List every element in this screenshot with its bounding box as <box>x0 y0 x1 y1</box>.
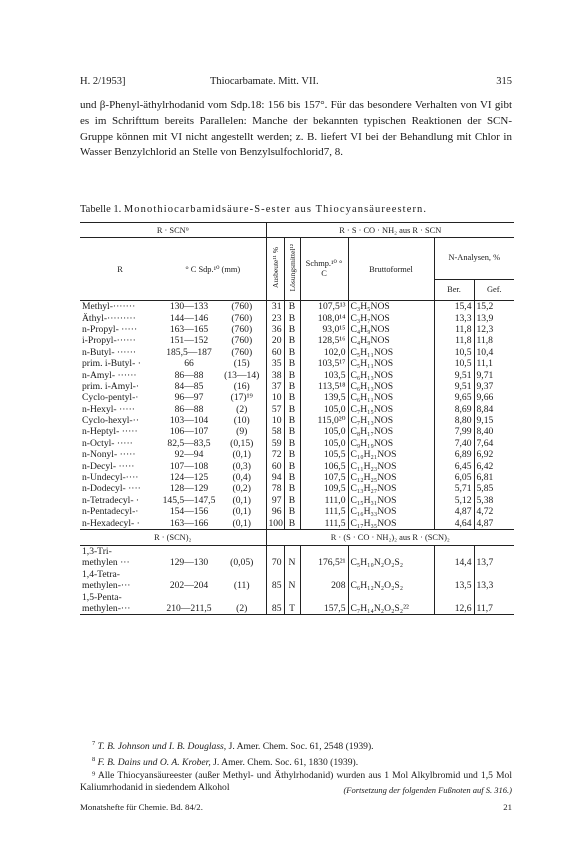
cell-mm: (0,1) <box>232 449 251 461</box>
cell-r: n-Tetradecyl- · <box>82 494 140 506</box>
footnote-8-ref: J. Amer. Chem. Soc. 61, 1830 (1939). <box>213 756 359 768</box>
col-loesungsmittel-cell <box>284 238 300 301</box>
footnote-7-ref: J. Amer. Chem. Soc. 61, 2548 (1939). <box>228 741 374 753</box>
cell-formel: C₅H₁₁NOS <box>348 347 434 358</box>
cell-formel: C₇H₁₄N₂O₂S₂²² <box>348 603 434 615</box>
cell-loesungsmittel: N <box>284 557 300 568</box>
cell-ausbeute: 70 <box>266 557 284 568</box>
cell-schmp: 102,0 <box>300 347 348 358</box>
monoester-rows <box>80 301 514 530</box>
cell-gef: 12,3 <box>474 324 514 335</box>
cell-ausbeute: 31 <box>266 301 284 313</box>
cell-r: n-Heptyl- ····· <box>82 426 138 438</box>
cell-ber: 15,4 <box>434 301 474 313</box>
cell-formel: C₁₂H₂₅NOS <box>348 472 434 483</box>
cell-ber: 13,5 <box>434 580 474 591</box>
col-ber: Ber. <box>434 279 474 300</box>
cell-ausbeute: 78 <box>266 483 284 494</box>
cell-formel: C₇H₁₅NOS <box>348 404 434 415</box>
footnote-8-number: 8 <box>92 755 96 763</box>
cell-loesungsmittel: B <box>284 483 300 494</box>
cell-mm: (0,3) <box>232 460 251 472</box>
cell-gef: 5,38 <box>474 495 514 506</box>
cell-ber: 12,6 <box>434 603 474 615</box>
cell-formel: C₃H₇NOS <box>348 312 434 323</box>
cell-formel: C₁₆H₃₃NOS <box>348 506 434 517</box>
cell-ber: 8,80 <box>434 415 474 426</box>
cell-schmp: 103,5¹⁷ <box>300 358 348 369</box>
header-title: Thiocarbamate. Mitt. VII. <box>210 76 319 87</box>
cell-gef: 5,85 <box>474 483 514 494</box>
cell-mm: (760) <box>231 312 253 324</box>
intro-paragraph <box>80 98 512 161</box>
col-sdp: ° C Sdp.¹⁰ (mm) <box>185 264 241 274</box>
col-schmp: Schmp.¹⁰ ° C <box>300 238 348 301</box>
footnote-8-authors: F. B. Dains und O. A. Krober, <box>97 756 211 768</box>
cell-formel: C₆H₁₃NOS <box>348 381 434 392</box>
group2-header-product: R · (S · CO · NH₂)₂ aus R · (SCN)₂ <box>266 529 514 545</box>
cell-loesungsmittel: B <box>284 449 300 460</box>
cell-sdp: 129—130 <box>169 557 209 569</box>
cell-formel: C₃H₅NOS <box>348 301 434 313</box>
cell-sdp: 154—156 <box>169 506 209 518</box>
cell-formel: C₆H₁₂N₂O₂S₂ <box>348 580 434 591</box>
group2-header-rscn: R · (SCN)₂ <box>154 532 192 542</box>
cell-gef: 11,1 <box>474 358 514 369</box>
cell-schmp: 111,5 <box>300 506 348 517</box>
table-row <box>80 312 514 323</box>
cell-loesungsmittel: B <box>284 472 300 483</box>
cell-loesungsmittel: B <box>284 517 300 529</box>
cell-sdp: 103—104 <box>169 415 209 427</box>
cell-loesungsmittel: B <box>284 324 300 335</box>
table-row <box>80 545 514 557</box>
cell-loesungsmittel: B <box>284 369 300 380</box>
cell-loesungsmittel: B <box>284 392 300 403</box>
cell-sdp: 210—211,5 <box>166 602 212 614</box>
cell-mm: (0,1) <box>232 517 251 529</box>
cell-gef: 6,81 <box>474 472 514 483</box>
footer-signature: 21 <box>503 802 512 812</box>
table-row <box>80 335 514 346</box>
cell-loesungsmittel: B <box>284 404 300 415</box>
cell-sdp: 92—94 <box>174 449 204 461</box>
cell-loesungsmittel: B <box>284 335 300 346</box>
cell-sdp: 202—204 <box>169 580 209 592</box>
cell-mm: (0,1) <box>232 494 251 506</box>
cell-schmp: 106,5 <box>300 460 348 471</box>
cell-schmp: 93,0¹⁵ <box>300 324 348 335</box>
group-header-row <box>80 223 514 238</box>
cell-ausbeute: 94 <box>266 472 284 483</box>
cell-schmp: 128,5¹⁶ <box>300 335 348 346</box>
cell-formel: C₈H₁₇NOS <box>348 426 434 437</box>
cell-r-line2: methylen-··· <box>82 580 131 592</box>
cell-gef: 4,87 <box>474 517 514 529</box>
cell-formel: C₆H₁₁NOS <box>348 392 434 403</box>
cell-ausbeute: 60 <box>266 460 284 471</box>
cell-r-line1: 1,4-Tetra- <box>82 568 120 580</box>
cell-gef: 9,37 <box>474 381 514 392</box>
table-row <box>80 495 514 506</box>
cell-ber: 9,51 <box>434 369 474 380</box>
footnote-7 <box>80 738 512 754</box>
cell-schmp: 176,5²¹ <box>300 557 348 568</box>
cell-ausbeute: 97 <box>266 495 284 506</box>
cell-schmp: 111,5 <box>300 517 348 529</box>
cell-schmp: 108,0¹⁴ <box>300 312 348 323</box>
cell-ausbeute: 35 <box>266 358 284 369</box>
footnote-9: ⁹ Alle Thiocyansäureester (außer Methyl- und Äthylrhodanid) wurden aus 1 Mol Alkylbromid und 1,5 Mol Kaliumrhodanid in siedendem Alkohol <box>80 769 512 794</box>
cell-formel: C₇H₁₃NOS <box>348 415 434 426</box>
col-ausbeute: Ausbeute¹¹ % <box>270 247 280 288</box>
cell-sdp: 163—165 <box>169 323 209 335</box>
table-row <box>80 404 514 415</box>
table-row <box>80 557 514 568</box>
cell-formel: C₅H₁₀N₂O₂S₂ <box>348 557 434 568</box>
table-row <box>80 301 514 313</box>
cell-r: Methyl-······· <box>82 301 136 313</box>
cell-gef: 7,64 <box>474 438 514 449</box>
cell-mm: (16) <box>233 380 250 392</box>
cell-mm: (10) <box>233 415 250 427</box>
cell-ausbeute: 10 <box>266 415 284 426</box>
table-row <box>80 506 514 517</box>
cell-gef: 9,66 <box>474 392 514 403</box>
table-row <box>80 369 514 380</box>
footnote-8 <box>80 754 512 770</box>
cell-ber: 9,65 <box>434 392 474 403</box>
cell-r-line2: methylen-··· <box>82 602 131 614</box>
cell-gef: 10,4 <box>474 347 514 358</box>
cell-formel: C₁₀H₂₁NOS <box>348 449 434 460</box>
intro-text: und β-Phenyl-äthylrhodanid vom Sdp.18: 156 bis 157°. Für das besondere Verhalten von VI gibt es im Schrifttum bereits Parallelen: Manche der bekannten typischen Reaktionen der SCN-Gruppe können mit VI nicht angestellt werden; z. B. liefert VI bei der Behandlung mit Chlor in Wasser Benzylchlorid an Stelle von Benzylsulfochlorid7, 8. <box>80 99 512 159</box>
cell-formel: C₉H₁₉NOS <box>348 438 434 449</box>
cell-loesungsmittel: N <box>284 580 300 591</box>
table-row <box>80 426 514 437</box>
cell-ausbeute: 100 <box>266 517 284 529</box>
cell-ber: 7,99 <box>434 426 474 437</box>
cell-schmp: 105,5 <box>300 449 348 460</box>
cell-ausbeute: 37 <box>266 381 284 392</box>
table-row <box>80 483 514 494</box>
cell-r-line1: 1,3-Tri- <box>82 546 112 557</box>
cell-mm: (0,1) <box>232 506 251 518</box>
table-row <box>80 392 514 403</box>
cell-mm: (2) <box>236 403 248 415</box>
cell-loesungsmittel: B <box>284 426 300 437</box>
cell-ausbeute: 38 <box>266 369 284 380</box>
cell-r: Cyclo-pentyl-· <box>82 392 139 404</box>
cell-ausbeute: 59 <box>266 438 284 449</box>
cell-mm: (9) <box>236 426 248 438</box>
cell-ausbeute: 36 <box>266 324 284 335</box>
cell-sdp: 107—108 <box>169 460 209 472</box>
cell-ber: 5,12 <box>434 495 474 506</box>
cell-gef: 6,92 <box>474 449 514 460</box>
cell-sdp: 144—146 <box>169 312 209 324</box>
cell-r: n-Pentadecyl-· <box>82 506 139 518</box>
cell-ber: 4,64 <box>434 517 474 529</box>
cell-mm: (760) <box>231 335 253 347</box>
cell-mm: (2) <box>236 602 248 614</box>
cell-loesungsmittel: B <box>284 358 300 369</box>
cell-mm: (0,05) <box>230 557 254 569</box>
cell-ausbeute: 85 <box>266 603 284 615</box>
cell-r: n-Amyl- ······ <box>82 369 137 381</box>
cell-ber: 6,45 <box>434 460 474 471</box>
cell-ber: 11,8 <box>434 324 474 335</box>
cell-ausbeute: 23 <box>266 312 284 323</box>
table-row <box>80 381 514 392</box>
cell-ausbeute: 72 <box>266 449 284 460</box>
table-row <box>80 449 514 460</box>
cell-r: n-Hexyl- ····· <box>82 403 136 415</box>
cell-schmp: 208 <box>300 580 348 591</box>
cell-formel: C₁₅H₃₁NOS <box>348 495 434 506</box>
table-row <box>80 472 514 483</box>
cell-gef: 8,40 <box>474 426 514 437</box>
footer-journal: Monatshefte für Chemie. Bd. 84/2. <box>80 802 203 812</box>
cell-ber: 13,3 <box>434 312 474 323</box>
cell-schmp: 157,5 <box>300 603 348 615</box>
cell-r: n-Octyl- ····· <box>82 437 133 449</box>
cell-schmp: 107,5 <box>300 472 348 483</box>
cell-loesungsmittel: B <box>284 381 300 392</box>
cell-mm: (760) <box>231 301 253 313</box>
table-row <box>80 580 514 591</box>
cell-r-line1: 1,5-Penta- <box>82 591 122 603</box>
cell-mm: (11) <box>233 580 250 592</box>
column-header-row <box>80 238 514 280</box>
table-caption <box>80 204 520 215</box>
cell-ber: 5,71 <box>434 483 474 494</box>
col-loesungsmittel: Lösungsmittel¹² <box>287 243 297 292</box>
cell-ber: 10,5 <box>434 347 474 358</box>
table-label: Tabelle 1. <box>80 204 122 215</box>
cell-ber: 6,05 <box>434 472 474 483</box>
table-row <box>80 517 514 529</box>
cell-sdp: 66 <box>184 358 194 370</box>
cell-gef: 11,7 <box>474 603 514 615</box>
cell-ausbeute: 20 <box>266 335 284 346</box>
cell-r: i-Propyl-······ <box>82 335 136 347</box>
cell-sdp: 128—129 <box>169 483 209 495</box>
cell-loesungsmittel: T <box>284 603 300 615</box>
cell-schmp: 105,0 <box>300 438 348 449</box>
cell-gef: 9,15 <box>474 415 514 426</box>
cell-schmp: 109,5 <box>300 483 348 494</box>
cell-schmp: 115,0²⁰ <box>300 415 348 426</box>
cell-gef: 8,84 <box>474 404 514 415</box>
cell-loesungsmittel: B <box>284 312 300 323</box>
cell-gef: 4,72 <box>474 506 514 517</box>
cell-ber: 9,51 <box>434 381 474 392</box>
cell-r-line2: methylen ··· <box>82 557 130 569</box>
cell-r: n-Decyl- ····· <box>82 460 135 472</box>
cell-loesungsmittel: B <box>284 438 300 449</box>
cell-loesungsmittel: B <box>284 301 300 313</box>
cell-gef: 13,7 <box>474 557 514 568</box>
table-row <box>80 591 514 602</box>
cell-sdp: 106—107 <box>169 426 209 438</box>
cell-schmp: 113,5¹⁸ <box>300 381 348 392</box>
cell-mm: (13—14) <box>224 369 260 381</box>
col-r: R <box>117 264 123 274</box>
cell-mm: (17)¹⁹ <box>230 392 253 404</box>
table-title: Monothiocarbamidsäure-S-ester aus Thiocyansäureestern. <box>123 204 428 215</box>
cell-ausbeute: 60 <box>266 347 284 358</box>
cell-formel: C₁₇H₃₅NOS <box>348 517 434 529</box>
cell-gef: 13,9 <box>474 312 514 323</box>
cell-sdp: 185,5—187 <box>166 346 212 358</box>
cell-sdp: 130—133 <box>169 301 209 313</box>
cell-schmp: 105,0 <box>300 404 348 415</box>
cell-sdp: 96—97 <box>174 392 204 404</box>
table-row <box>80 569 514 580</box>
footnote-continued: (Fortsetzung der folgenden Fußnoten auf S. 316.) <box>343 785 512 795</box>
cell-ber: 6,89 <box>434 449 474 460</box>
cell-ber: 4,87 <box>434 506 474 517</box>
cell-r: n-Butyl- ······ <box>82 346 137 358</box>
cell-mm: (0,15) <box>230 437 254 449</box>
table-row <box>80 415 514 426</box>
cell-formel: C₄H₉NOS <box>348 335 434 346</box>
group-header-rscn: R · SCN⁹ <box>156 225 189 235</box>
cell-schmp: 107,5¹³ <box>300 301 348 313</box>
cell-mm: (760) <box>231 323 253 335</box>
cell-r: prim. i-Butyl- · <box>82 358 141 370</box>
cell-loesungsmittel: B <box>284 460 300 471</box>
cell-sdp: 145,5—147,5 <box>162 494 216 506</box>
cell-ausbeute: 57 <box>266 404 284 415</box>
cell-schmp: 105,0 <box>300 426 348 437</box>
cell-sdp: 163—166 <box>169 517 209 529</box>
col-gef: Gef. <box>474 279 514 300</box>
header-issue: H. 2/1953] <box>80 76 126 87</box>
cell-schmp: 103,5 <box>300 369 348 380</box>
cell-formel: C₄H₉NOS <box>348 324 434 335</box>
cell-gef: 15,2 <box>474 301 514 313</box>
cell-mm: (0,4) <box>232 472 251 484</box>
footnote-7-authors: T. B. Johnson und I. B. Douglass, <box>97 741 227 753</box>
cell-gef: 11,8 <box>474 335 514 346</box>
cell-sdp: 86—88 <box>174 369 204 381</box>
table-row <box>80 603 514 615</box>
table-row <box>80 438 514 449</box>
cell-r: Cyclo-hexyl-·· <box>82 415 140 427</box>
cell-r: n-Hexadecyl- · <box>82 517 140 529</box>
cell-loesungsmittel: B <box>284 347 300 358</box>
cell-loesungsmittel: B <box>284 415 300 426</box>
cell-r: Äthyl-········· <box>82 312 136 324</box>
col-ausbeute-cell <box>266 238 284 301</box>
cell-sdp: 151—152 <box>169 335 209 347</box>
cell-r: n-Dodecyl- ···· <box>82 483 141 495</box>
footnote-7-number: 7 <box>92 740 96 747</box>
cell-ausbeute: 58 <box>266 426 284 437</box>
table-row <box>80 324 514 335</box>
col-n-analysen: N-Analysen, % <box>434 238 514 280</box>
cell-schmp: 111,0 <box>300 495 348 506</box>
cell-loesungsmittel: B <box>284 495 300 506</box>
cell-loesungsmittel: B <box>284 506 300 517</box>
cell-formel: C₁₃H₂₇NOS <box>348 483 434 494</box>
table-row <box>80 460 514 471</box>
cell-gef: 13,3 <box>474 580 514 591</box>
cell-sdp: 84—85 <box>174 380 204 392</box>
cell-schmp: 139,5 <box>300 392 348 403</box>
group-header-product: R · S · CO · NH₂ aus R · SCN <box>266 223 514 238</box>
data-table <box>80 222 514 615</box>
cell-r: n-Propyl- ····· <box>82 323 138 335</box>
cell-ber: 7,40 <box>434 438 474 449</box>
cell-formel: C₁₁H₂₃NOS <box>348 460 434 471</box>
cell-sdp: 124—125 <box>169 472 209 484</box>
table-row <box>80 358 514 369</box>
cell-r: prim. i-Amyl-· <box>82 380 140 392</box>
cell-sdp: 82,5—83,5 <box>167 437 211 449</box>
diester-rows <box>80 545 514 614</box>
cell-ausbeute: 85 <box>266 580 284 591</box>
cell-mm: (0,2) <box>232 483 251 495</box>
cell-formel: C₆H₁₃NOS <box>348 369 434 380</box>
cell-gef: 6,42 <box>474 460 514 471</box>
cell-r: n-Nonyl- ····· <box>82 449 136 461</box>
cell-ausbeute: 96 <box>266 506 284 517</box>
page-number: 315 <box>496 76 512 87</box>
cell-ber: 14,4 <box>434 557 474 568</box>
group2-header-row <box>80 529 514 545</box>
cell-mm: (15) <box>233 358 250 370</box>
cell-ber: 11,8 <box>434 335 474 346</box>
cell-r: n-Undecyl-···· <box>82 472 139 484</box>
cell-ausbeute: 10 <box>266 392 284 403</box>
cell-gef: 9,71 <box>474 369 514 380</box>
cell-sdp: 86—88 <box>174 403 204 415</box>
cell-mm: (760) <box>231 346 253 358</box>
cell-formel: C₅H₁₁NOS <box>348 358 434 369</box>
cell-ber: 8,69 <box>434 404 474 415</box>
table-row <box>80 347 514 358</box>
cell-ber: 10,5 <box>434 358 474 369</box>
col-bruttoformel: Bruttoformel <box>348 238 434 301</box>
